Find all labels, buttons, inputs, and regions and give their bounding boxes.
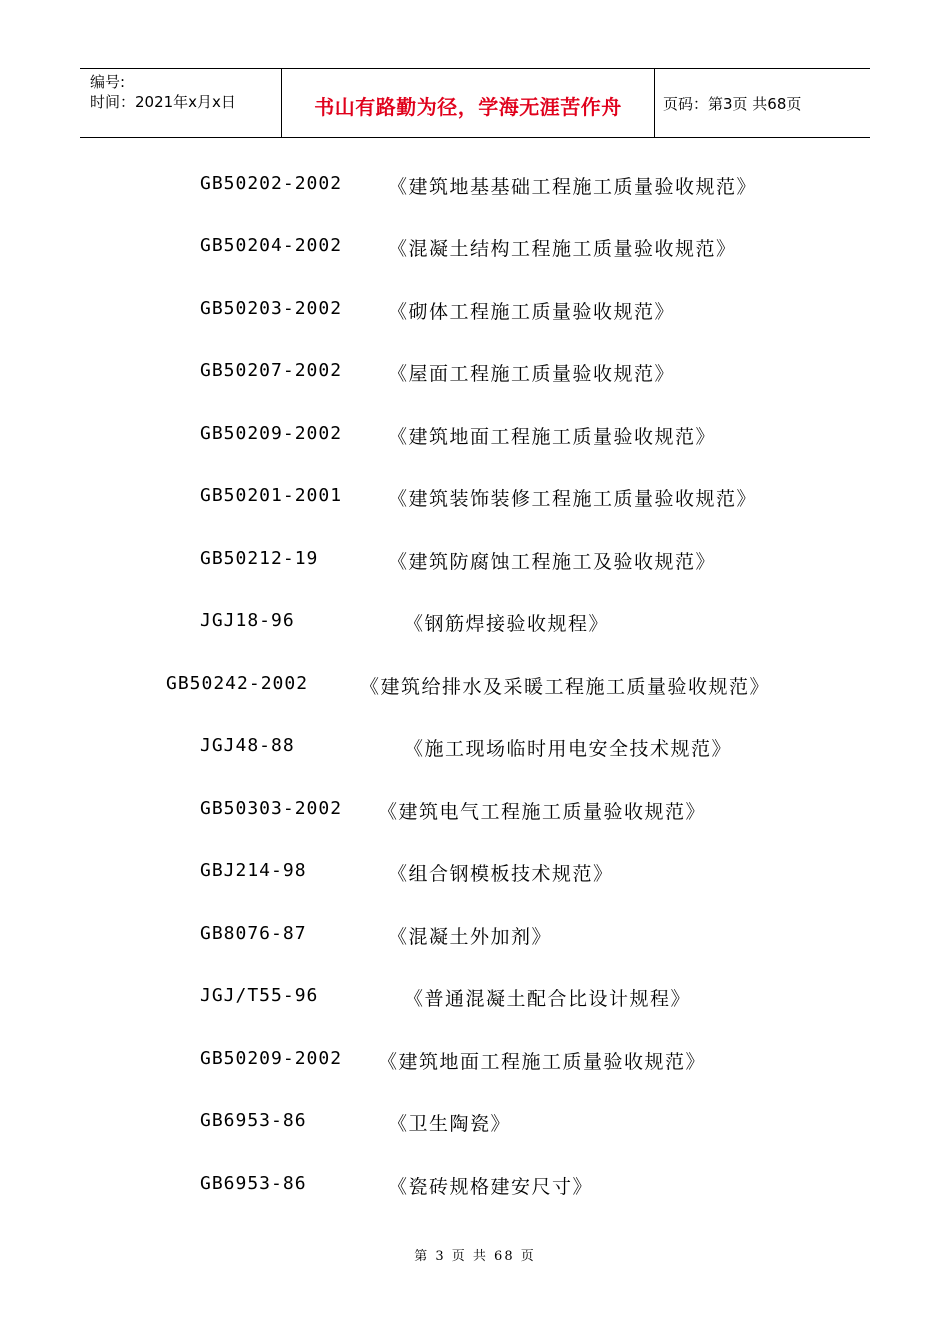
standard-title: 《普通混凝土配合比设计规程》 [404, 988, 692, 1010]
standard-title: 《砌体工程施工质量验收规范》 [388, 301, 676, 323]
header-page-label: 页码：第3页 共68页 [663, 95, 802, 113]
standard-row [200, 234, 342, 256]
standard-row [200, 734, 295, 756]
standard-code: GB50212-19 [200, 548, 319, 569]
standard-row [200, 1109, 307, 1131]
standard-code: JGJ48-88 [200, 735, 295, 756]
standard-code: GB50207-2002 [200, 360, 343, 381]
standard-title: 《混凝土外加剂》 [388, 926, 553, 948]
standard-code: JGJ/T55-96 [200, 985, 319, 1006]
standard-row [200, 547, 318, 569]
standard-row [200, 859, 307, 881]
header-motto-cell [282, 69, 655, 137]
page-header [80, 68, 870, 138]
standard-code: GB6953-86 [200, 1173, 307, 1194]
standard-row [200, 172, 342, 194]
standard-row [200, 797, 342, 819]
standard-title: 《建筑电气工程施工质量验收规范》 [378, 801, 707, 823]
standard-code: GB50203-2002 [200, 298, 343, 319]
standard-code: GB50202-2002 [200, 173, 343, 194]
standard-row [200, 609, 295, 631]
standard-code: GB50242-2002 [166, 673, 309, 694]
standard-code: JGJ18-96 [200, 610, 295, 631]
standard-title: 《建筑地面工程施工质量验收规范》 [388, 426, 717, 448]
standard-row [200, 484, 342, 506]
standard-code: GB8076-87 [200, 923, 307, 944]
standard-title: 《建筑地基基础工程施工质量验收规范》 [388, 176, 758, 198]
standard-code: GB50204-2002 [200, 235, 343, 256]
standard-row [166, 672, 308, 694]
header-meta-cell [80, 69, 282, 137]
standard-title: 《建筑给排水及采暖工程施工质量验收规范》 [360, 676, 771, 698]
standard-code: GB50201-2001 [200, 485, 343, 506]
standard-title: 《建筑地面工程施工质量验收规范》 [378, 1051, 707, 1073]
standard-row [200, 297, 342, 319]
standard-title: 《组合钢模板技术规范》 [388, 863, 614, 885]
standard-title: 《钢筋焊接验收规程》 [404, 613, 610, 635]
standard-row [200, 984, 318, 1006]
standard-title: 《混凝土结构工程施工质量验收规范》 [388, 238, 737, 260]
standard-title: 《卫生陶瓷》 [388, 1113, 512, 1135]
standard-row [200, 922, 307, 944]
standard-title: 《建筑防腐蚀工程施工及验收规范》 [388, 551, 717, 573]
standard-row [200, 1172, 307, 1194]
standard-code: GB50209-2002 [200, 423, 343, 444]
standard-code: GB50209-2002 [200, 1048, 343, 1069]
standard-title: 《施工现场临时用电安全技术规范》 [404, 738, 733, 760]
standard-code: GB50303-2002 [200, 798, 343, 819]
standard-row [200, 359, 342, 381]
time-label: 时间：2021年x月x日 [90, 93, 236, 111]
page-footer: 第 3 页 共 68 页 [414, 1249, 536, 1264]
standard-title: 《建筑装饰装修工程施工质量验收规范》 [388, 488, 758, 510]
motto: 书山有路勤为径，学海无涯苦作舟 [314, 95, 622, 119]
standard-row [200, 422, 342, 444]
standard-title: 《瓷砖规格建安尺寸》 [388, 1176, 594, 1198]
standard-title: 《屋面工程施工质量验收规范》 [388, 363, 676, 385]
header-page-cell [655, 69, 870, 137]
standard-code: GB6953-86 [200, 1110, 307, 1131]
standard-row [200, 1047, 342, 1069]
standard-code: GBJ214-98 [200, 860, 307, 881]
serial-label: 编号: [90, 73, 126, 91]
